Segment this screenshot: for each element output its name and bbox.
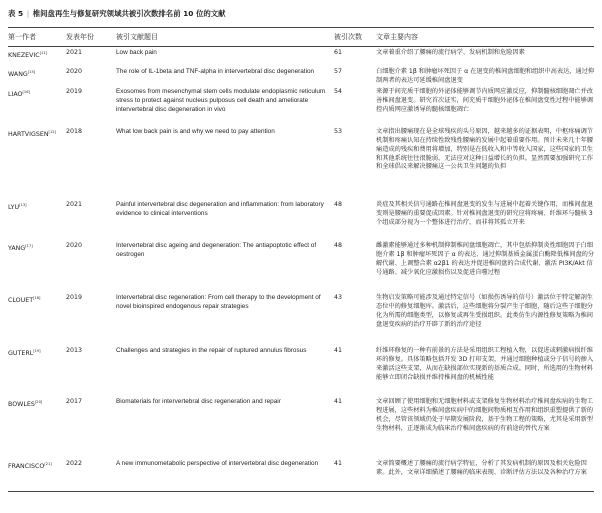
citations-cell: 53	[334, 128, 343, 135]
year-cell: 2017	[66, 398, 83, 405]
title-cell: Painful intervertebral disc degeneration and inflammation: from laboratory evidence to clinical interventions	[116, 201, 324, 217]
year-cell: 2019	[66, 88, 83, 95]
author-cell	[8, 242, 66, 254]
author-cell	[8, 68, 66, 80]
author-name: CLOUET	[8, 297, 34, 304]
year-cell: 2021	[66, 49, 83, 56]
table-title: 椎间盘再生与修复研究领域共被引次数排名前 10 位的文献	[32, 9, 226, 18]
year-cell: 2018	[66, 128, 83, 135]
citations-cell: 41	[334, 398, 343, 405]
content-cell: 生物启发策略可能涉及通过特定信号（如损伤诱导的信号）激活位于特定解剖生态位中的修复细胞库。激活后，这些细胞将分裂产生子细胞，随后这些子细胞分化为所需的细胞类型，以修复或再生受损组织。此类仿生内源性修复策略为椎间盘退变疾病的治疗开辟了新的治疗途径	[376, 294, 593, 328]
table-number: 表 5	[8, 9, 24, 18]
reference-number: [12]	[48, 130, 56, 134]
author-cell	[8, 294, 66, 306]
content-cell: 文章指出腰痛现在是全球残疾的头号原因，越来越多的证据表明，中枢疼痛调节机制和疼痛认知在持续性致残性腰痛的发展中起着重要作用。预计未来几十年腰痛造成的残疾和费用将增加，特别是在低收入和中等收入国家，这些国家的卫生和其他系统往往很脆弱，无法应对这种日益增长的负担。显然需要加强研究工作和全球倡议来解决腰痛这一公共卫生问题的负担	[376, 128, 593, 171]
content-cell: 白细胞介素 1β 和肿瘤坏死因子 α 在退变的椎间盘细胞和组织中高表达，通过抑制两者的表达可延缓椎间盘退变	[376, 68, 595, 84]
author-cell	[8, 347, 66, 359]
year-cell: 2020	[66, 68, 83, 75]
year-cell: 2021	[66, 201, 83, 208]
title-cell: A new immunometabolic perspective of intervertebral disc degeneration	[116, 460, 319, 467]
table-bottom-rule	[8, 491, 594, 492]
citations-cell: 48	[334, 201, 343, 208]
year-cell: 2022	[66, 460, 83, 467]
author-cell	[8, 460, 66, 472]
author-name: LIAO	[8, 91, 23, 98]
author-cell	[8, 398, 66, 410]
author-name: LYU	[8, 204, 20, 211]
year-cell: 2019	[66, 294, 83, 301]
content-cell: 纤维环修复的一种有前景的方法是采用组织工程植入物，以促进或刺激病损纤维环的修复。具体策略包括开发 3D 打印支架，并通过细胞种植或分子信号的掺入来激活这些支架，从而在缺损部位实现新的基质合成。同时，所选用的生物材料能够立即闭合缺损并维持椎间盘的机械性能	[376, 347, 594, 381]
author-name: HARTVIGSEN	[8, 131, 49, 138]
content-cell: 文章回顾了使用细胞和无细胞材料或支架修复生物材料治疗椎间盘疾病的生物工程进展，这些材料为椎间盘疾病中的细胞间物质相互作用和组织重塑提供了新的机会，尽管该领域仍处于早期发展阶段，基于生物工程的策略，尤其是采用新型生物材料，正逐渐成为临床治疗椎间盘疾病的有前途的替代方案	[376, 398, 593, 432]
header-author: 第一作者	[8, 33, 36, 41]
content-cell: 雌激素能够通过多种机制抑制椎间盘细胞凋亡，其中包括抑制炎性细胞因子白细胞介素 1β 和肿瘤坏死因子 α 的表达、通过抑制基质金属蛋白酶降低椎间盘的分解代谢、上调整合素 α2β1 的表达并促进椎间盘的合成代谢、激活 PI3K/Akt 信号通路、减少氧化应激损伤以及促进自噬过程	[376, 242, 595, 276]
author-cell	[8, 49, 66, 61]
citations-cell: 61	[334, 49, 343, 56]
citations-cell: 48	[334, 242, 343, 249]
content-cell: 来源于间充质干细胞的外泌体能够调节内质网应激反应，抑制髓核细胞凋亡并改善椎间盘退变。研究首次证实，间充质干细胞外泌体在椎间盘变性过程中能够调控内质网应激诱导的髓核细胞凋亡	[376, 88, 593, 113]
reference-number: [11]	[39, 51, 48, 55]
author-name: KNEZEVIC	[8, 52, 40, 59]
citations-cell: 54	[334, 88, 343, 95]
reference-number: [16]	[22, 90, 30, 94]
year-cell: 2013	[66, 347, 83, 354]
reference-number: [20]	[34, 400, 43, 404]
header-content: 文章主要内容	[376, 33, 418, 41]
author-name: FRANCISCO	[8, 463, 45, 470]
table-top-rule	[8, 27, 594, 28]
year-cell: 2020	[66, 242, 83, 249]
author-name: GUTERL	[8, 350, 34, 357]
citations-cell: 41	[334, 347, 343, 354]
citations-cell: 41	[334, 460, 343, 467]
citations-cell: 57	[334, 68, 343, 75]
reference-number: [21]	[44, 462, 52, 466]
title-cell: Intervertebral disc ageing and degeneration: The antiapoptotic effect of oestrogen	[116, 242, 317, 258]
author-name: WANG	[8, 71, 28, 78]
title-cell: Biomaterials for intervertebral disc regeneration and repair	[116, 398, 281, 405]
reference-number: [18]	[33, 296, 41, 300]
table-caption	[8, 8, 226, 20]
author-name: BOWLES	[8, 401, 35, 408]
header-citations: 被引次数	[334, 33, 362, 41]
header-title: 被引文献题目	[116, 33, 158, 41]
author-name: YANG	[8, 245, 26, 252]
title-cell: Intervertebral disc regeneration: From cell therapy to the development of novel bioinspired endogenous repair strategies	[116, 294, 321, 310]
citations-cell: 43	[334, 294, 343, 301]
content-cell: 文章着重介绍了腰痛的流行病学、发病机制和危险因素	[376, 49, 525, 56]
content-cell: 文章简要概述了腰痛的流行病学特征，分析了其发病机制的原因及相关危险因素。此外，文章详细描述了腰痛的临床表现、诊断评估方法以及各种治疗方案	[376, 460, 587, 476]
table-header-rule	[8, 46, 594, 47]
reference-number: [17]	[25, 244, 33, 248]
author-cell	[8, 88, 66, 100]
title-cell: Challenges and strategies in the repair of ruptured annulus fibrosus	[116, 347, 307, 354]
author-cell	[8, 201, 66, 213]
header-year: 发表年份	[66, 33, 94, 41]
title-cell: Exosomes from mesenchymal stem cells modulate endoplasmic reticulum stress to protect against nucleus pulposus cell death and ameliorate intervertebral disc degeneration in vivo	[116, 88, 326, 113]
title-cell: The role of IL-1beta and TNF-alpha in intervertebral disc degeneration	[116, 68, 315, 75]
caption-separator: |	[26, 9, 30, 18]
title-cell: Low back pain	[116, 49, 157, 56]
author-cell	[8, 128, 66, 140]
reference-number: [15]	[27, 70, 36, 74]
title-cell: What low back pain is and why we need to pay attention	[116, 128, 275, 135]
content-cell: 炎症及其相关信号通路在椎间盘退变的发生与进展中起着关键作用，而椎间盘退变则是腰痛的重要促成因素。针对椎间盘退变的研究应将疼痛、纤维环与髓核 3 个组成部分视为一个整体进行治疗，而非将其孤立开来	[376, 201, 593, 226]
reference-number: [13]	[19, 203, 27, 207]
reference-number: [19]	[33, 349, 41, 353]
